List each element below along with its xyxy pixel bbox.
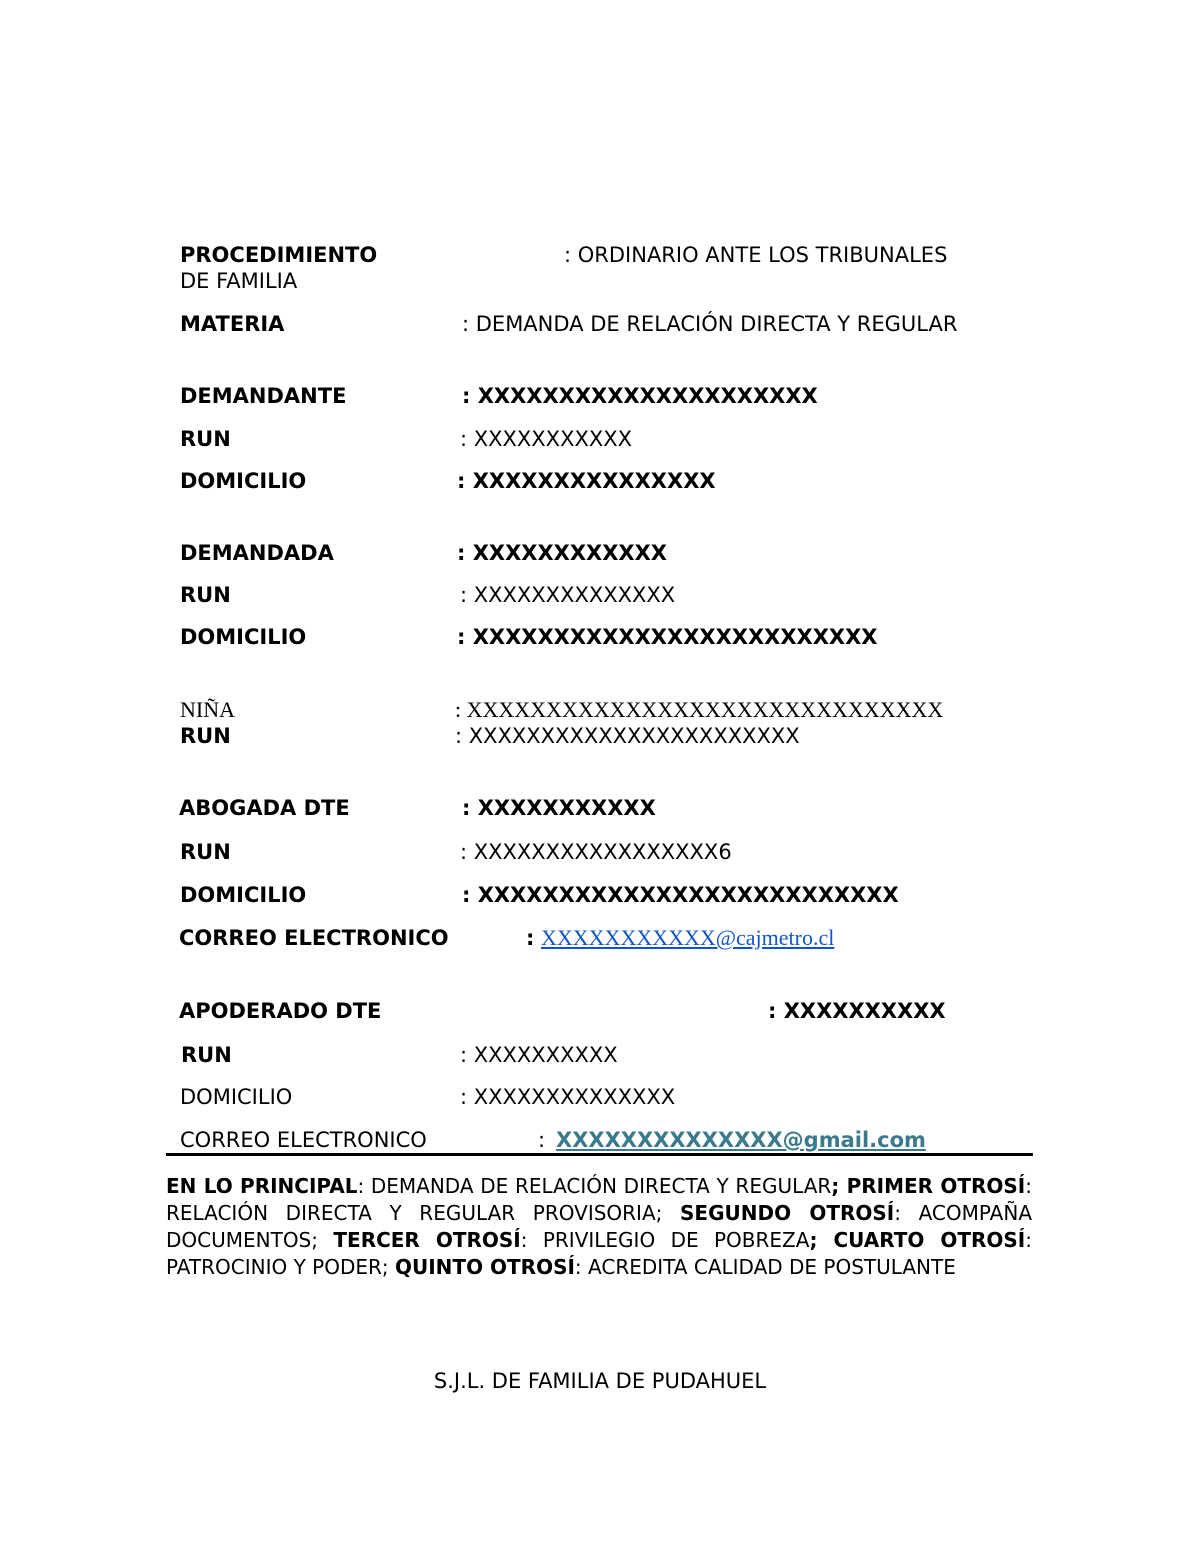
apoderado-email-link[interactable]: XXXXXXXXXXXXXX@gmail.com xyxy=(556,1128,926,1152)
abogada-label: ABOGADA DTE xyxy=(179,796,350,820)
abogada-run-value: : XXXXXXXXXXXXXXXXX6 xyxy=(460,840,732,864)
principal-label: EN LO PRINCIPAL xyxy=(166,1174,358,1198)
cuarto-otrosi-label: CUARTO OTROSÍ xyxy=(817,1228,1026,1252)
apoderado-label: APODERADO DTE xyxy=(179,999,382,1023)
apoderado-domicilio-value: : XXXXXXXXXXXXXX xyxy=(460,1085,676,1109)
primer-otrosi-label: PRIMER OTROSÍ xyxy=(839,1174,1026,1198)
demandada-run-label: RUN xyxy=(180,583,231,607)
segundo-otrosi-label: SEGUNDO OTROSÍ xyxy=(680,1201,895,1225)
demandante-run-value: : XXXXXXXXXXX xyxy=(460,427,632,451)
quinto-otrosi-text: : ACREDITA CALIDAD DE POSTULANTE xyxy=(574,1255,956,1279)
sumilla-paragraph xyxy=(166,1173,1032,1281)
principal-text: : DEMANDA DE RELACIÓN DIRECTA Y REGULAR xyxy=(357,1174,832,1198)
nina-run-value: : XXXXXXXXXXXXXXXXXXXXXXX xyxy=(455,724,800,748)
segundo-otrosi-text: : ACOMPAÑA DOCUMENTOS; xyxy=(166,1201,1032,1252)
demandante-value: : XXXXXXXXXXXXXXXXXXXXX xyxy=(462,384,818,408)
nina-value: : XXXXXXXXXXXXXXXXXXXXXXXXXXXXXX xyxy=(455,697,944,722)
apoderado-value: : XXXXXXXXXX xyxy=(768,999,946,1023)
separator-2: ; xyxy=(809,1228,818,1252)
nina-label: NIÑA xyxy=(180,697,235,722)
tribunal-heading: S.J.L. DE FAMILIA DE PUDAHUEL xyxy=(433,1369,767,1393)
materia-value: : DEMANDA DE RELACIÓN DIRECTA Y REGULAR xyxy=(462,312,958,336)
materia-label: MATERIA xyxy=(180,312,285,336)
apoderado-run-value: : XXXXXXXXXX xyxy=(460,1043,618,1067)
quinto-otrosi-label: QUINTO OTROSÍ xyxy=(395,1255,575,1279)
tercer-otrosi-label: TERCER OTROSÍ xyxy=(333,1228,521,1252)
horizontal-rule xyxy=(166,1153,1033,1156)
tercer-otrosi-text: : PRIVILEGIO DE POBREZA xyxy=(520,1228,810,1252)
demandante-domicilio-value: : XXXXXXXXXXXXXXX xyxy=(457,469,716,493)
abogada-domicilio-value: : XXXXXXXXXXXXXXXXXXXXXXXXXX xyxy=(462,883,899,907)
demandante-label: DEMANDANTE xyxy=(180,384,347,408)
abogada-correo-label: CORREO ELECTRONICO xyxy=(179,926,449,950)
primer-otrosi-text: : RELACIÓN DIRECTA Y REGULAR PROVISORIA; xyxy=(166,1174,1032,1225)
abogada-correo-separator: : xyxy=(526,926,535,950)
apoderado-run-label: RUN xyxy=(181,1043,232,1067)
procedimiento-label: PROCEDIMIENTO xyxy=(180,243,378,267)
abogada-email-link[interactable]: XXXXXXXXXXX@cajmetro.cl xyxy=(541,925,835,950)
demandada-domicilio-label: DOMICILIO xyxy=(180,625,307,649)
demandada-label: DEMANDADA xyxy=(180,541,334,565)
apoderado-correo-label: CORREO ELECTRONICO xyxy=(180,1128,427,1152)
procedimiento-continuation: DE FAMILIA xyxy=(180,269,298,293)
demandada-value: : XXXXXXXXXXXX xyxy=(457,541,667,565)
demandante-run-label: RUN xyxy=(180,427,231,451)
separator-1: ; xyxy=(831,1174,840,1198)
cuarto-otrosi-text: : PATROCINIO Y PODER; xyxy=(166,1228,1033,1279)
apoderado-domicilio-label: DOMICILIO xyxy=(180,1085,293,1109)
demandada-domicilio-value: : XXXXXXXXXXXXXXXXXXXXXXXXX xyxy=(457,625,878,649)
demandada-run-value: : XXXXXXXXXXXXXX xyxy=(460,583,676,607)
apoderado-correo-separator: : xyxy=(538,1128,546,1152)
abogada-run-label: RUN xyxy=(180,840,231,864)
demandante-domicilio-label: DOMICILIO xyxy=(180,469,307,493)
procedimiento-value: : ORDINARIO ANTE LOS TRIBUNALES xyxy=(564,243,948,267)
abogada-value: : XXXXXXXXXXX xyxy=(462,796,656,820)
abogada-domicilio-label: DOMICILIO xyxy=(180,883,307,907)
nina-run-label: RUN xyxy=(180,724,231,748)
